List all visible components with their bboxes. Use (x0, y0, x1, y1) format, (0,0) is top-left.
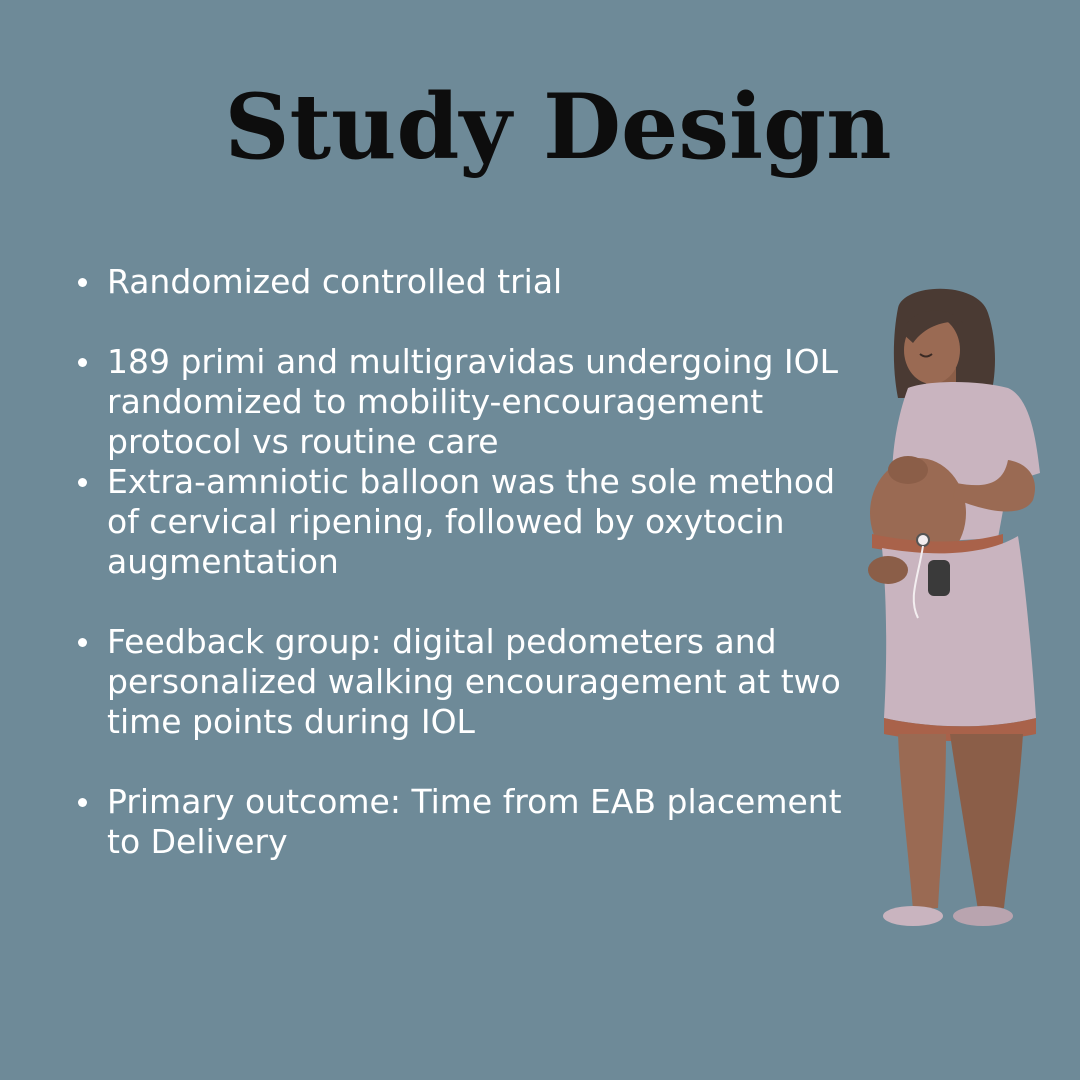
bullet-item (75, 782, 845, 862)
pregnant-woman-illustration (858, 288, 1048, 938)
right-leg-shape (950, 734, 1023, 910)
bullet-dot-icon (78, 798, 87, 807)
bullet-item (75, 462, 845, 582)
lower-hand-shape (868, 556, 908, 584)
left-leg-shape (898, 734, 946, 910)
hand-shape (888, 456, 928, 484)
bullet-text: Extra-amniotic balloon was the sole method of cervical ripening, followed by oxytocin augmentation (107, 462, 836, 581)
bullet-text: Primary outcome: Time from EAB placement to Delivery (107, 782, 842, 861)
slide-title: Study Design (224, 74, 892, 180)
pedometer-sensor (917, 534, 929, 546)
bullet-item (75, 342, 845, 462)
bullet-dot-icon (78, 358, 87, 367)
bullet-text: Randomized controlled trial (107, 262, 563, 301)
bullet-text: 189 primi and multigravidas undergoing IOL randomized to mobility-encouragement protocol vs routine care (107, 342, 838, 461)
bullet-item (75, 622, 845, 742)
bullet-item (75, 262, 845, 302)
bullet-text: Feedback group: digital pedometers and personalized walking encouragement at two time points during IOL (107, 622, 841, 741)
left-shoe-shape (883, 906, 943, 926)
bullet-list (75, 262, 845, 862)
bullet-dot-icon (78, 638, 87, 647)
bullet-dot-icon (78, 478, 87, 487)
pedometer-device (928, 560, 950, 596)
bullet-dot-icon (78, 278, 87, 287)
right-shoe-shape (953, 906, 1013, 926)
